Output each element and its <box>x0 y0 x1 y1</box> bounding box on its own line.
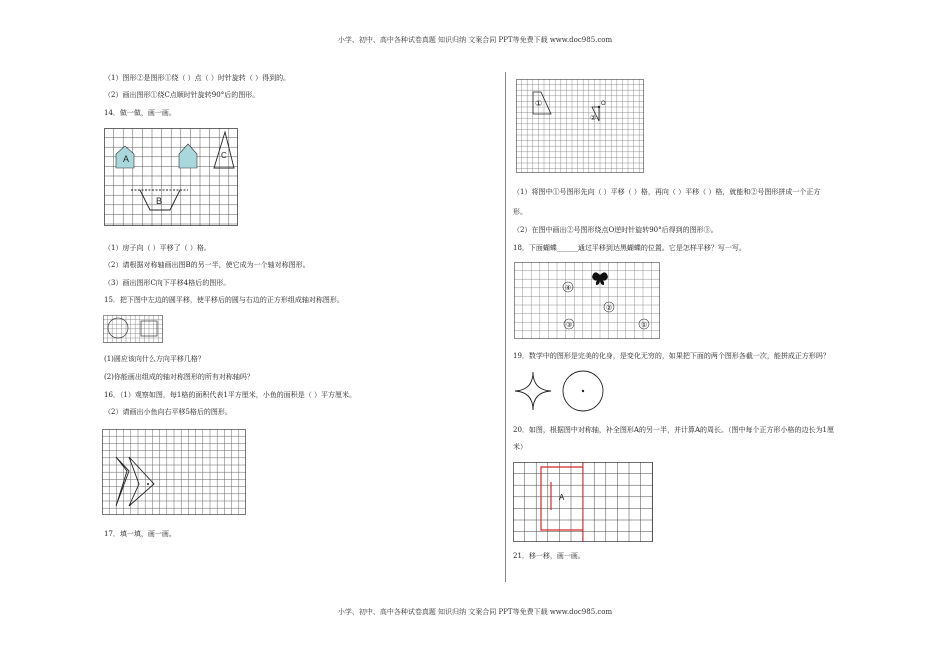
label-2: ② <box>590 114 597 122</box>
q13-part2: （2）画出图形①绕C点顺时针旋转90°后的图形。 <box>104 91 260 99</box>
q20-title: 20．如图，根据图中对称轴，补全图形A的另一半，并计算A的周长。（图中每个正方形小格的边长为1厘 <box>513 426 834 434</box>
q14-part1: （1）房子向（ ）平移了（ ）格。 <box>104 244 211 252</box>
house-translated-shape <box>179 144 197 168</box>
q17-part1-cont: 形。 <box>513 208 527 216</box>
butterfly-label: ④ <box>565 284 572 292</box>
q15-part2: (2)你能画出组成的轴对称图形的所有对称轴吗？ <box>104 373 254 381</box>
circle-center <box>582 390 584 392</box>
q20-grid-figure <box>513 462 653 542</box>
q13-part1: （1）图形②是图形①绕（ ）点（ ）时针旋转（ ）得到的。 <box>104 74 291 82</box>
q18-title: 18．下面蝴蝶______通过平移到达黑蝴蝶的位置。它是怎样平移？写一写。 <box>513 244 746 252</box>
butterfly-label: ② <box>606 304 613 312</box>
q14-part3: （3）画出图形C向下平移4格后的图形。 <box>104 279 231 287</box>
butterfly-label: ③ <box>566 321 573 329</box>
q17-part1: （1）将图中①号图形先向（ ）平移（ ）格，再向（ ）平移（ ）格，就能和②号图形拼成一个正方 <box>513 188 821 196</box>
label-b: B <box>156 196 163 206</box>
label-1: ① <box>535 99 543 108</box>
q16-grid-figure <box>102 429 246 515</box>
label-a: A <box>123 154 130 164</box>
column-divider <box>505 72 506 582</box>
butterfly-label: ① <box>641 321 648 329</box>
q19-shapes-figure <box>513 370 609 414</box>
fish-tail-shape <box>116 457 129 506</box>
label-o: O <box>601 101 606 107</box>
q15-grid-figure <box>103 315 163 343</box>
q18-grid-figure <box>514 262 660 339</box>
page-header: 小学、初中、高中各种试卷真题 知识归纳 文案合同 PPT等免费下载 www.doc985.com <box>337 36 613 44</box>
q19-title: 19．数学中的图形是完美的化身，是变化无穷的，如果把下面的两个图形各截一次，能拼成正方形吗？ <box>513 352 830 360</box>
point-o <box>598 106 600 108</box>
four-point-star-shape <box>515 372 551 410</box>
q17-title: 17．填一填，画一画。 <box>104 530 176 538</box>
q21-title: 21．移一移，画一画。 <box>513 552 585 560</box>
page-footer: 小学、初中、高中各种试卷真题 知识归纳 文案合同 PPT等免费下载 www.doc985.com <box>337 608 613 616</box>
q14-grid-figure <box>104 128 238 226</box>
label-a: A <box>559 493 565 502</box>
q14-title: 14．做一做，画一画。 <box>104 109 176 117</box>
circle-shape <box>108 318 128 338</box>
q15-title: 15．把下图中左边的圆平移，使平移后的圆与右边的正方形组成轴对称图形。 <box>104 296 344 304</box>
q17-grid-figure <box>516 79 644 173</box>
label-c: C <box>221 151 227 160</box>
q16-part1: 16．（1）观察如图，每1格的面积代表1平方厘米，小鱼的面积是（ ）平方厘米。 <box>104 391 356 399</box>
q15-part1: (1)圆应该向什么方向平移几格？ <box>104 355 205 363</box>
q16-part2: （2）请画出小鱼向右平移5格后的图形。 <box>104 408 232 416</box>
q17-part2: （2）在图中画出②号图形绕点O逆时针旋转90°后得到的图形③。 <box>513 226 718 234</box>
fish-body-shape <box>129 457 154 506</box>
q14-part2: （2）请根据对称轴画出图B的另一半，使它成为一个轴对称图形。 <box>104 261 310 269</box>
fish-eye <box>147 483 149 485</box>
q20-title-cont: 米） <box>513 443 527 451</box>
